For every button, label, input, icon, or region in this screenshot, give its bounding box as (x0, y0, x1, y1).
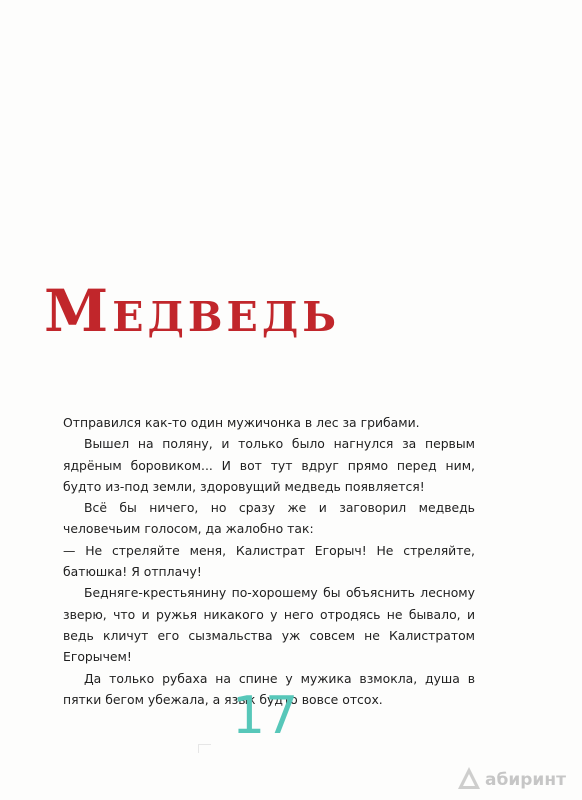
labirint-logo-icon (456, 765, 482, 795)
paragraph-1: Отправился как-то один мужичонка в лес за грибами. (63, 415, 420, 430)
watermark-text: абиринт (485, 770, 566, 790)
paragraph-3: Всё бы ничего, но сразу же и заговорил медведь человечьим голосом, да жалобно так: (63, 500, 475, 537)
story-title: Медведь (44, 277, 341, 345)
paragraph-2: Вышел на поляну, и только было нагнулся за первым ядрёным боровиком... И вот тут вдруг прямо перед ним, будто из-под земли, здоровущий медведь появляется! (63, 436, 475, 494)
paragraph-4-dialogue: — Не стреляйте меня, Калистрат Егорыч! Не стреляйте, батюшка! Я отплачу! (63, 542, 475, 580)
story-text (63, 412, 475, 710)
crop-mark (198, 744, 211, 753)
paragraph-5: Бедняге-крестьянину по-хорошему бы объяснить лесному зверю, что и ружья никакого у него отродясь не бывало, и ведь кличут его сызмальства уж совсем не Калистратом Егорычем! (63, 585, 475, 665)
paragraph-6: Да только рубаха на спине у мужика взмокла, душа в пятки бегом убежала, а язык будто вовсе отсох. (63, 670, 475, 707)
page-number: 17 (232, 686, 299, 746)
watermark-logo (456, 766, 574, 794)
